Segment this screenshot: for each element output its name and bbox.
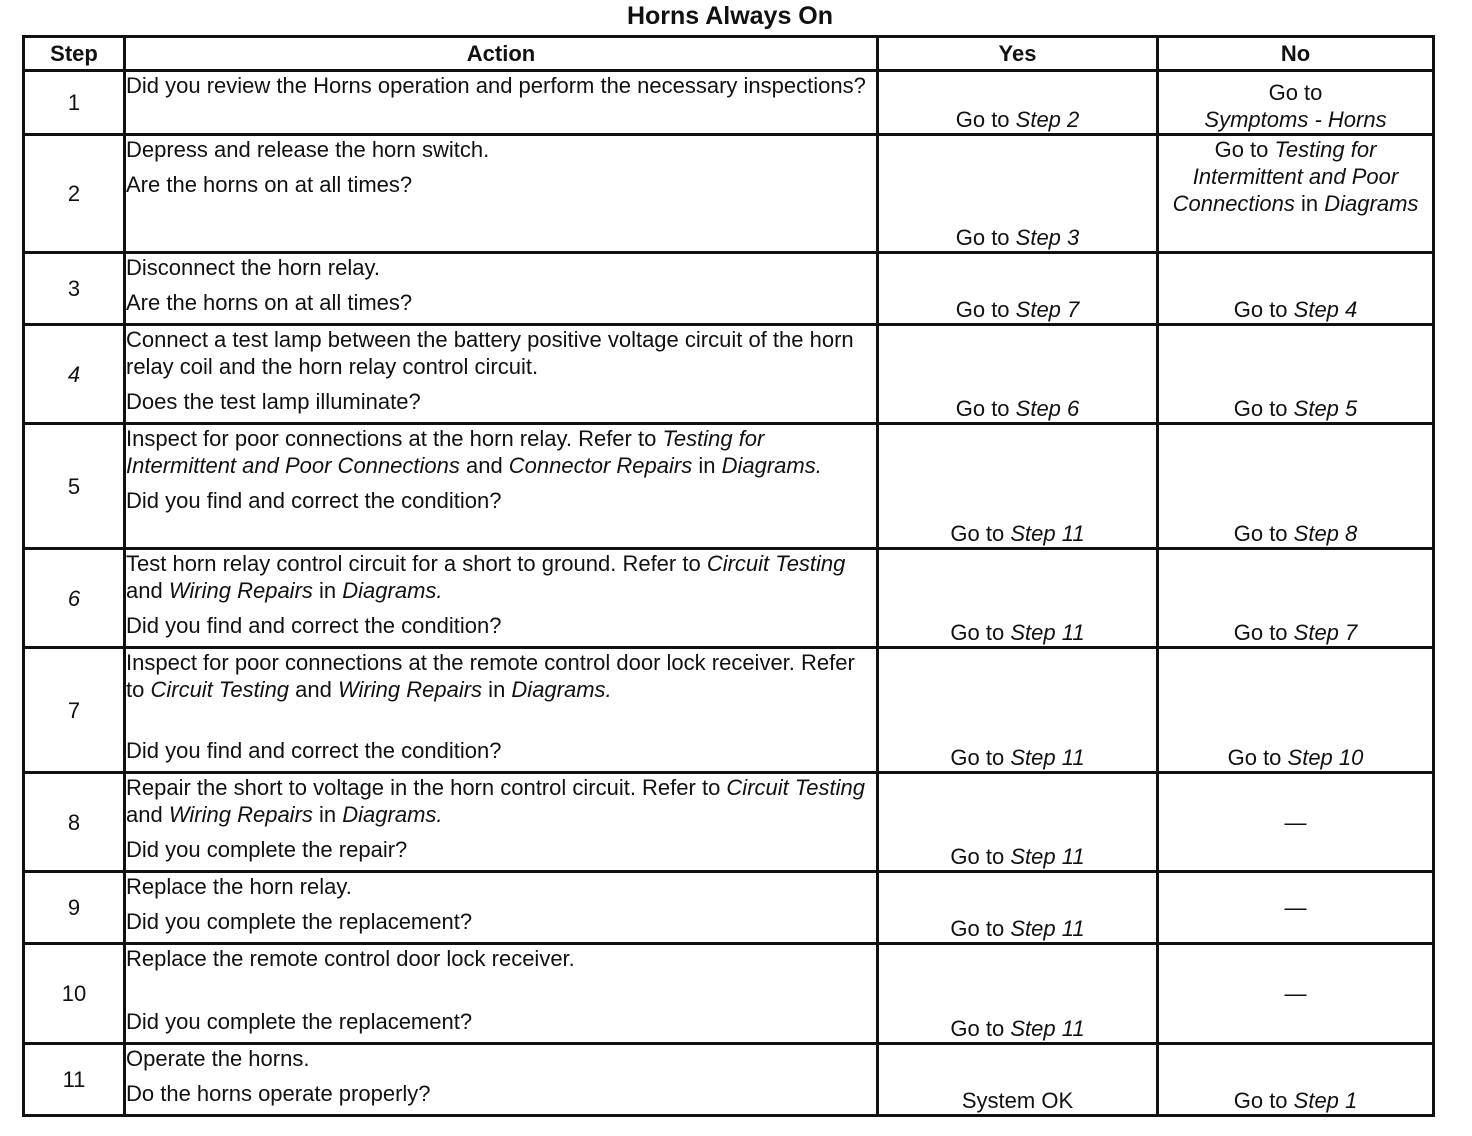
step-number: 2	[24, 135, 125, 253]
step-number: 11	[24, 1044, 125, 1116]
yes-result: System OK	[878, 1044, 1158, 1116]
action-instruction: Disconnect the horn relay.	[126, 255, 380, 280]
yes-result: Go to Step 11	[878, 648, 1158, 773]
no-result: —	[1158, 944, 1434, 1044]
step-number: 4	[24, 325, 125, 424]
yes-result: Go to Step 11	[878, 872, 1158, 944]
yes-result: Go to Step 3	[878, 135, 1158, 253]
action-instruction: Replace the horn relay.	[126, 874, 352, 899]
action-question: Did you complete the replacement?	[126, 909, 473, 934]
diagnostic-table	[22, 35, 1435, 1117]
no-result: Go to Testing for Intermittent and Poor Connections in Diagrams	[1158, 135, 1434, 253]
action-cell	[125, 71, 878, 135]
yes-result: Go to Step 6	[878, 325, 1158, 424]
no-result: Go to Step 10	[1158, 648, 1434, 773]
step-number: 5	[24, 424, 125, 549]
step-number: 10	[24, 944, 125, 1044]
yes-result: Go to Step 11	[878, 773, 1158, 872]
no-result: Go to Step 8	[1158, 424, 1434, 549]
yes-result: Go to Step 11	[878, 944, 1158, 1044]
no-result: Go to Step 7	[1158, 549, 1434, 648]
table-row	[24, 424, 1434, 549]
action-question: Did you find and correct the condition?	[126, 613, 502, 638]
no-result: —	[1158, 872, 1434, 944]
no-result: Go to Step 5	[1158, 325, 1434, 424]
table-row	[24, 549, 1434, 648]
action-instruction: Inspect for poor connections at the remote control door lock receiver. Refer to Circuit Testing and Wiring Repairs in Diagrams.	[126, 650, 855, 702]
action-instruction: Did you review the Horns operation and perform the necessary inspections?	[126, 73, 866, 98]
column-header-action: Action	[125, 37, 878, 71]
action-question: Does the test lamp illuminate?	[126, 389, 421, 414]
yes-result: Go to Step 2	[878, 71, 1158, 135]
action-instruction: Inspect for poor connections at the horn relay. Refer to Testing for Intermittent and Poor Connections and Connector Repairs in Diagrams.	[126, 426, 822, 478]
action-question: Did you find and correct the condition?	[126, 738, 502, 763]
column-header-step: Step	[24, 37, 125, 71]
table-row	[24, 325, 1434, 424]
action-cell	[125, 773, 878, 872]
action-cell	[125, 135, 878, 253]
table-row	[24, 648, 1434, 773]
table-row	[24, 773, 1434, 872]
action-cell	[125, 872, 878, 944]
action-cell	[125, 1044, 878, 1116]
no-result: Go to Symptoms - Horns	[1158, 71, 1434, 135]
action-cell	[125, 648, 878, 773]
action-instruction: Replace the remote control door lock receiver.	[126, 946, 575, 971]
action-question: Did you complete the repair?	[126, 837, 408, 862]
table-row	[24, 135, 1434, 253]
table-header-row	[24, 37, 1434, 71]
table-row	[24, 253, 1434, 325]
step-number: 7	[24, 648, 125, 773]
action-question: Are the horns on at all times?	[126, 290, 413, 315]
no-result: Go to Step 4	[1158, 253, 1434, 325]
action-instruction: Repair the short to voltage in the horn control circuit. Refer to Circuit Testing and Wiring Repairs in Diagrams.	[126, 775, 865, 827]
table-row	[24, 944, 1434, 1044]
yes-result: Go to Step 7	[878, 253, 1158, 325]
action-instruction: Operate the horns.	[126, 1046, 310, 1071]
step-number: 9	[24, 872, 125, 944]
action-instruction: Depress and release the horn switch.	[126, 137, 490, 162]
step-number: 6	[24, 549, 125, 648]
action-cell	[125, 549, 878, 648]
step-number: 1	[24, 71, 125, 135]
action-cell	[125, 325, 878, 424]
action-question: Did you complete the replacement?	[126, 1009, 473, 1034]
action-question: Are the horns on at all times?	[126, 172, 413, 197]
column-header-no: No	[1158, 37, 1434, 71]
column-header-yes: Yes	[878, 37, 1158, 71]
no-result: Go to Step 1	[1158, 1044, 1434, 1116]
table-row	[24, 1044, 1434, 1116]
no-result: —	[1158, 773, 1434, 872]
action-instruction: Connect a test lamp between the battery positive voltage circuit of the horn relay coil and the horn relay control circuit.	[126, 327, 854, 379]
action-question: Do the horns operate properly?	[126, 1081, 431, 1106]
step-number: 3	[24, 253, 125, 325]
action-cell	[125, 253, 878, 325]
yes-result: Go to Step 11	[878, 549, 1158, 648]
table-row	[24, 71, 1434, 135]
action-cell	[125, 944, 878, 1044]
page-title: Horns Always On	[626, 2, 834, 30]
yes-result: Go to Step 11	[878, 424, 1158, 549]
action-instruction: Test horn relay control circuit for a short to ground. Refer to Circuit Testing and Wiring Repairs in Diagrams.	[126, 551, 846, 603]
action-question: Did you find and correct the condition?	[126, 488, 502, 513]
step-number: 8	[24, 773, 125, 872]
table-row	[24, 872, 1434, 944]
action-cell	[125, 424, 878, 549]
